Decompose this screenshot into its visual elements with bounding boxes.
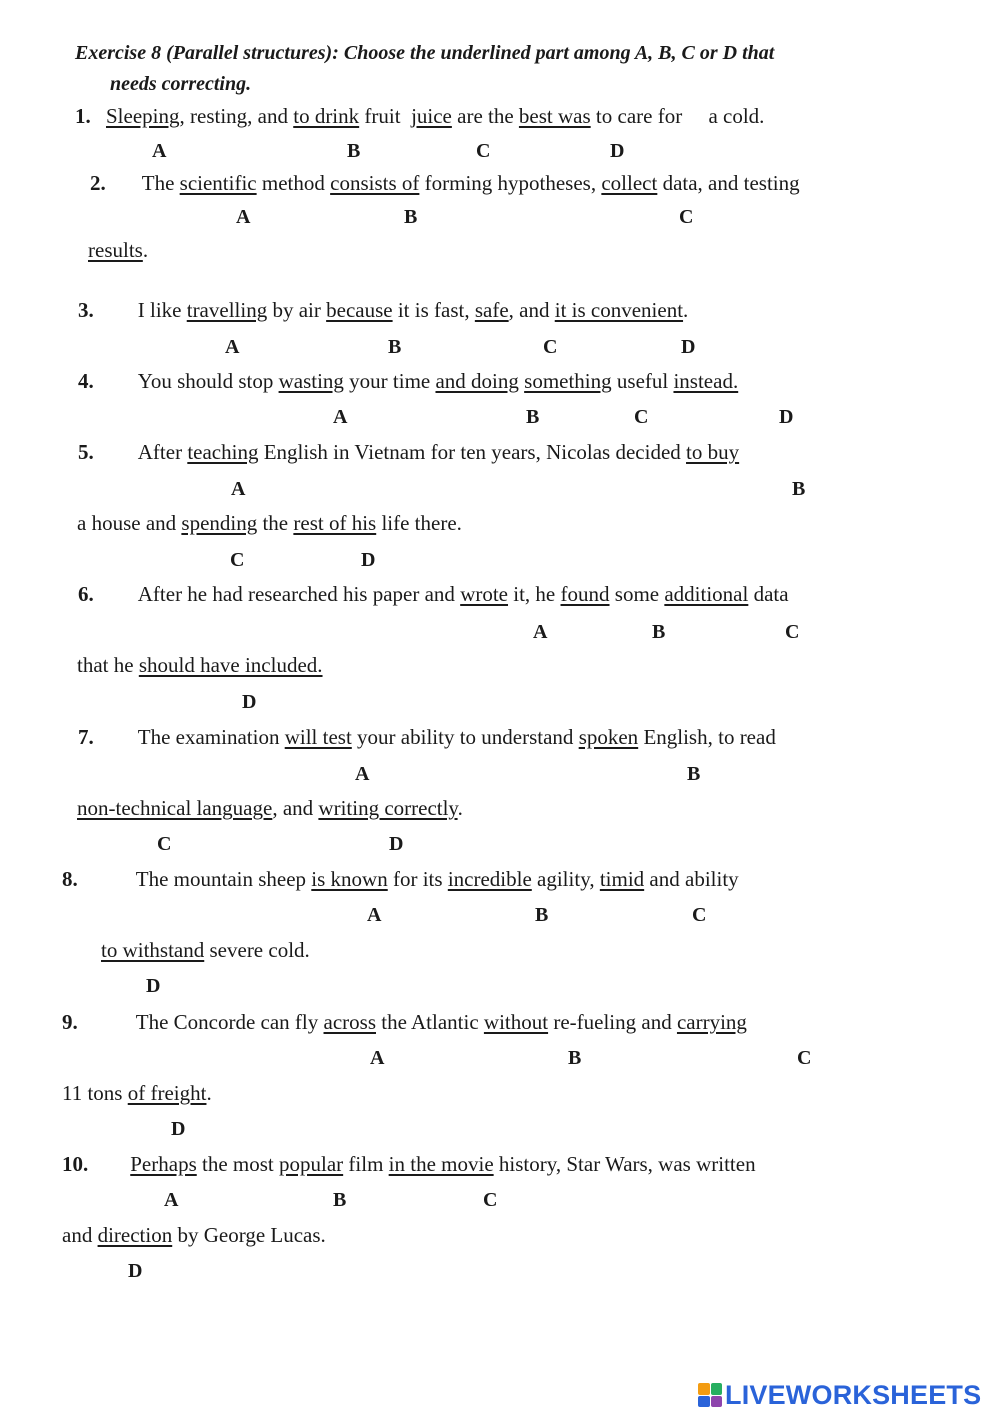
label-c: C bbox=[634, 406, 649, 428]
label-c: C bbox=[157, 833, 172, 855]
option-a-phrase: wasting bbox=[278, 369, 344, 393]
label-d: D bbox=[171, 1118, 186, 1140]
option-d-phrase: instead. bbox=[673, 369, 739, 393]
option-b-phrase: popular bbox=[279, 1152, 344, 1176]
option-a-phrase: will test bbox=[284, 725, 352, 749]
label-d: D bbox=[242, 691, 257, 713]
option-b-phrase: and doing bbox=[435, 369, 519, 393]
label-a: A bbox=[152, 140, 167, 162]
label-b: B bbox=[652, 621, 666, 643]
question-number: 1. bbox=[75, 104, 91, 128]
option-d-phrase: to withstand bbox=[101, 938, 205, 962]
question-7-continued: non-technical language, and writing correctly. bbox=[77, 796, 463, 820]
question-5-continued: a house and spending the rest of his life there. bbox=[77, 511, 462, 535]
liveworksheets-logo bbox=[698, 1375, 981, 1415]
question-2-continued: results. bbox=[88, 238, 149, 262]
question-3: 3. I like travelling by air because it is fast, safe, and it is convenient. bbox=[78, 298, 689, 322]
label-a: A bbox=[225, 336, 240, 358]
label-d: D bbox=[146, 975, 161, 997]
label-c: C bbox=[476, 140, 491, 162]
option-c-phrase: timid bbox=[599, 867, 645, 891]
option-a-phrase: Perhaps bbox=[130, 1152, 197, 1176]
label-b: B bbox=[404, 206, 418, 228]
label-c: C bbox=[785, 621, 800, 643]
liveworksheets-logo-icon bbox=[698, 1383, 722, 1407]
option-a-phrase: teaching bbox=[187, 440, 259, 464]
question-number: 10. bbox=[62, 1152, 89, 1176]
label-a: A bbox=[533, 621, 548, 643]
question-number: 4. bbox=[78, 369, 94, 393]
option-b-phrase: found bbox=[560, 582, 610, 606]
label-c: C bbox=[543, 336, 558, 358]
option-c-phrase: spending bbox=[181, 511, 258, 535]
option-a-phrase: across bbox=[323, 1010, 376, 1034]
option-d-phrase: of freight bbox=[127, 1081, 207, 1105]
option-c-phrase: collect bbox=[601, 171, 658, 195]
label-b: B bbox=[333, 1189, 347, 1211]
option-b-phrase: incredible bbox=[447, 867, 532, 891]
question-number: 9. bbox=[62, 1010, 78, 1034]
label-c: C bbox=[230, 549, 245, 571]
option-a-phrase: travelling bbox=[186, 298, 268, 322]
label-b: B bbox=[526, 406, 540, 428]
option-d-phrase: direction bbox=[97, 1223, 173, 1247]
label-c: C bbox=[679, 206, 694, 228]
label-a: A bbox=[231, 478, 246, 500]
label-d: D bbox=[779, 406, 794, 428]
label-c: C bbox=[483, 1189, 498, 1211]
option-c-phrase: juice bbox=[411, 104, 452, 128]
option-a-phrase: wrote bbox=[460, 582, 509, 606]
question-number: 7. bbox=[78, 725, 94, 749]
label-b: B bbox=[792, 478, 806, 500]
question-1: 1. Sleeping, resting, and to drink fruit juice are the best was to care for a cold. bbox=[75, 104, 765, 128]
label-d: D bbox=[128, 1260, 143, 1282]
question-number: 5. bbox=[78, 440, 94, 464]
label-c: C bbox=[692, 904, 707, 926]
question-8-continued: to withstand severe cold. bbox=[101, 938, 310, 962]
option-a-phrase: is known bbox=[311, 867, 388, 891]
label-b: B bbox=[388, 336, 402, 358]
option-b-phrase: consists of bbox=[330, 171, 420, 195]
question-2: 2. The scientific method consists of forming hypotheses, collect data, and testing bbox=[90, 171, 800, 195]
option-b-phrase: to buy bbox=[686, 440, 740, 464]
label-d: D bbox=[389, 833, 404, 855]
option-c-phrase: something bbox=[524, 369, 612, 393]
label-a: A bbox=[367, 904, 382, 926]
label-b: B bbox=[347, 140, 361, 162]
label-d: D bbox=[681, 336, 696, 358]
label-a: A bbox=[164, 1189, 179, 1211]
exercise-title-line2: needs correcting. bbox=[110, 73, 252, 95]
label-a: A bbox=[333, 406, 348, 428]
question-number: 2. bbox=[90, 171, 106, 195]
option-a-phrase: Sleeping bbox=[106, 104, 180, 128]
option-c-phrase: safe bbox=[474, 298, 509, 322]
question-10-continued: and direction by George Lucas. bbox=[62, 1223, 326, 1247]
label-a: A bbox=[236, 206, 251, 228]
question-5: 5. After teaching English in Vietnam for ten years, Nicolas decided to buy bbox=[78, 440, 740, 464]
option-b-phrase: because bbox=[326, 298, 393, 322]
option-d-phrase: results bbox=[88, 238, 143, 262]
option-d-phrase: writing correctly bbox=[318, 796, 458, 820]
label-b: B bbox=[687, 763, 701, 785]
label-c: C bbox=[797, 1047, 812, 1069]
option-d-phrase: best was bbox=[518, 104, 591, 128]
question-6: 6. After he had researched his paper and wrote it, he found some additional data bbox=[78, 582, 789, 606]
option-b-phrase: without bbox=[483, 1010, 549, 1034]
liveworksheets-brand: LIVEWORKSHEETS bbox=[725, 1379, 982, 1410]
label-a: A bbox=[370, 1047, 385, 1069]
option-d-phrase: rest of his bbox=[293, 511, 377, 535]
question-7: 7. The examination will test your ability to understand spoken English, to read bbox=[78, 725, 776, 749]
option-d-phrase: it is convenient bbox=[554, 298, 684, 322]
label-b: B bbox=[535, 904, 549, 926]
question-number: 8. bbox=[62, 867, 78, 891]
option-c-phrase: additional bbox=[664, 582, 749, 606]
option-b-phrase: spoken bbox=[578, 725, 639, 749]
question-9: 9. The Concorde can fly across the Atlantic without re-fueling and carrying bbox=[62, 1010, 747, 1034]
option-b-phrase: to drink bbox=[293, 104, 360, 128]
label-a: A bbox=[355, 763, 370, 785]
option-c-phrase: in the movie bbox=[388, 1152, 494, 1176]
question-8: 8. The mountain sheep is known for its incredible agility, timid and ability bbox=[62, 867, 739, 891]
label-d: D bbox=[610, 140, 625, 162]
label-d: D bbox=[361, 549, 376, 571]
question-10: 10. Perhaps the most popular film in the movie history, Star Wars, was written bbox=[62, 1152, 756, 1176]
option-a-phrase: scientific bbox=[179, 171, 257, 195]
question-9-continued: 11 tons of freight. bbox=[62, 1081, 212, 1105]
exercise-title: Exercise 8 (Parallel structures): Choose the underlined part among A, B, C or D that bbox=[75, 42, 775, 64]
question-6-continued: that he should have included. bbox=[77, 653, 323, 677]
option-c-phrase: carrying bbox=[676, 1010, 747, 1034]
option-d-phrase: should have included. bbox=[138, 653, 323, 677]
question-4: 4. You should stop wasting your time and doing something useful instead. bbox=[78, 369, 739, 393]
question-number: 3. bbox=[78, 298, 94, 322]
question-number: 6. bbox=[78, 582, 94, 606]
option-c-phrase: non-technical language bbox=[77, 796, 273, 820]
label-b: B bbox=[568, 1047, 582, 1069]
